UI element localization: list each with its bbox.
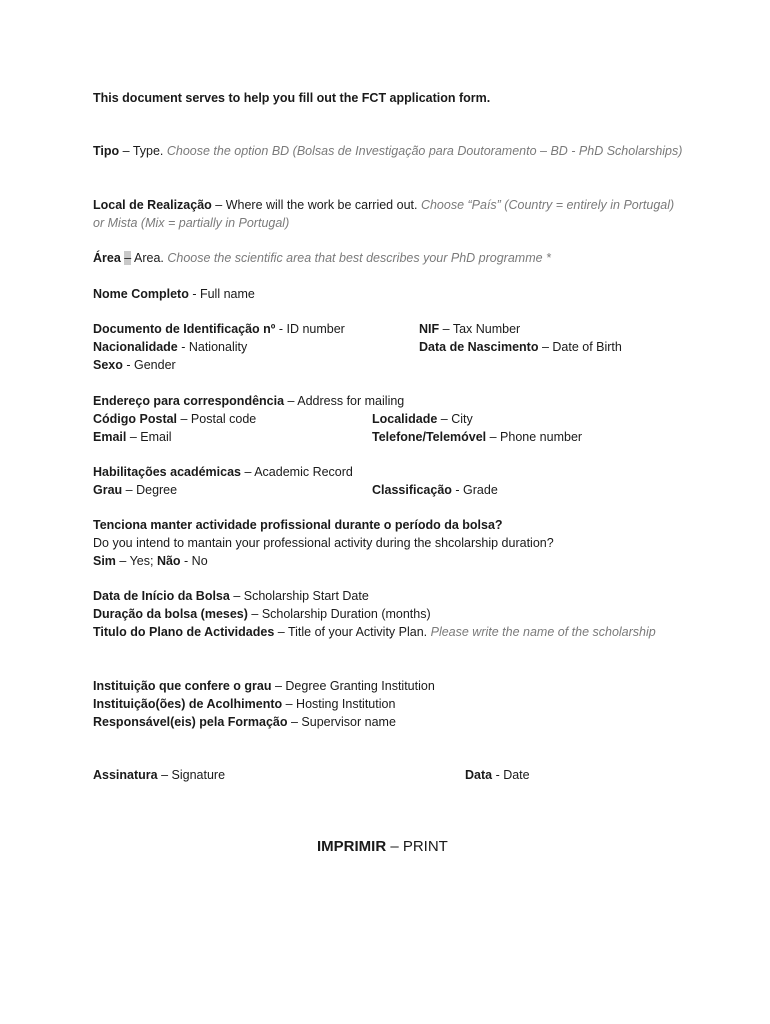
- area-hint: Choose the scientific area that best describes your PhD programme *: [167, 251, 551, 265]
- nome-field: Nome Completo - Full name: [93, 287, 255, 301]
- titulo-field: Titulo do Plano de Actividades – Title of your Activity Plan. Please write the name of the scholarship: [93, 625, 656, 639]
- endereco-field: Endereço para correspondência – Address for mailing: [93, 394, 405, 408]
- assinatura-field: Assinatura – Signature: [93, 768, 226, 782]
- local-label: Local de Realização: [93, 198, 212, 212]
- data-field: Data - Date: [465, 768, 530, 782]
- email-field: Email – Email: [93, 430, 172, 444]
- local-field: Local de Realização – Where will the work be carried out. Choose “País” (Country = entirely in Portugal) or Mista (Mix = partially in Portugal): [93, 198, 675, 230]
- duracao-field: Duração da bolsa (meses) – Scholarship Duration (months): [93, 607, 431, 621]
- area-desc: Area.: [131, 251, 168, 265]
- tipo-field: Tipo – Type. Choose the option BD (Bolsas de Investigação para Doutoramento – BD - PhD Scholarships): [93, 144, 683, 158]
- local-desc: Where will the work be carried out.: [225, 198, 421, 212]
- inicio-field: Data de Início da Bolsa – Scholarship Start Date: [93, 589, 369, 603]
- nacionalidade-field: Nacionalidade - Nationality: [93, 340, 248, 354]
- nif-field: NIF – Tax Number: [419, 322, 521, 336]
- habilitacoes-field: Habilitações académicas – Academic Record: [93, 465, 353, 479]
- tipo-hint: Choose the option BD (Bolsas de Investigação para Doutoramento – BD - PhD Scholarships): [166, 144, 683, 158]
- intro-text: This document serves to help you fill out the FCT application form.: [93, 91, 491, 105]
- area-field: [93, 249, 551, 267]
- classificacao-field: Classificação - Grade: [372, 483, 498, 497]
- tipo-desc: Type.: [132, 144, 167, 158]
- area-separator: –: [124, 251, 132, 265]
- telefone-field: Telefone/Telemóvel – Phone number: [372, 430, 583, 444]
- localidade-field: Localidade – City: [372, 412, 473, 426]
- acolhimento-field: Instituição(ões) de Acolhimento – Hosting Institution: [93, 697, 396, 711]
- documento-field: Documento de Identificação nº - ID number: [93, 322, 345, 336]
- tenciona-english: Do you intend to mantain your professional activity during the shcolarship duration?: [93, 536, 554, 550]
- sexo-field: Sexo - Gender: [93, 358, 176, 372]
- print-button[interactable]: IMPRIMIR – PRINT: [317, 838, 448, 855]
- instituicao-field: Instituição que confere o grau – Degree Granting Institution: [93, 679, 435, 693]
- document-page: [93, 0, 693, 1024]
- nascimento-field: Data de Nascimento – Date of Birth: [419, 340, 622, 354]
- responsavel-field: Responsável(eis) pela Formação – Supervisor name: [93, 715, 396, 729]
- tipo-label: Tipo: [93, 144, 120, 158]
- titulo-hint: Please write the name of the scholarship: [430, 625, 656, 639]
- local-hint: Choose “País” (Country = entirely in Portugal) or Mista (Mix = partially in Portugal): [93, 198, 675, 230]
- tenciona-options: Sim – Yes; Não - No: [93, 554, 208, 568]
- grau-field: Grau – Degree: [93, 483, 178, 497]
- tenciona-question: Tenciona manter actividade profissional durante o período da bolsa?: [93, 518, 503, 532]
- area-label: Área: [93, 251, 121, 265]
- postal-field: Código Postal – Postal code: [93, 412, 257, 426]
- print-button-label: IMPRIMIR: [317, 838, 387, 855]
